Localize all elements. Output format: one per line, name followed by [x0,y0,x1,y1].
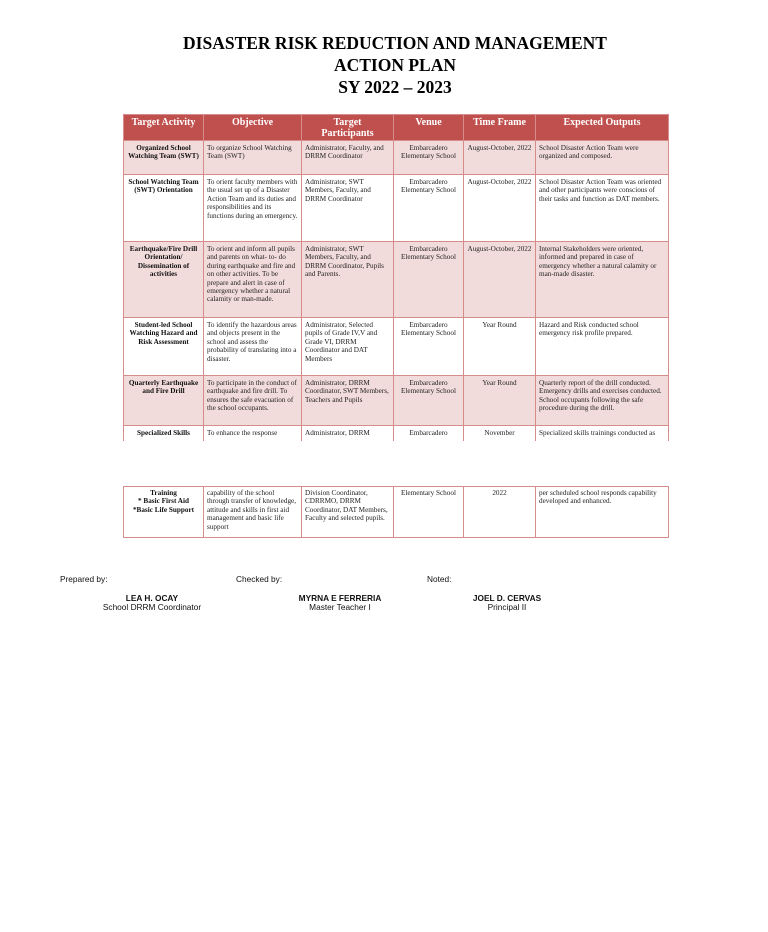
cell-venue: Embarcadero Elementary School [394,141,464,175]
checked-by-name: MYRNA E FERRERIA [298,593,382,603]
noted-role: Principal II [487,602,527,612]
cell-objective: To orient faculty members with the usual set up of a Disaster Action Team and its duties and responsibilities and its functions during an emergency. [204,175,302,242]
cell-activity: Training * Basic First Aid *Basic Life Support [124,487,204,538]
header-venue: Venue [394,115,464,141]
page-break-gap [120,441,680,486]
header-time-frame: Time Frame [464,115,536,141]
prepared-by-label: Prepared by: [60,574,108,584]
cell-objective: To orient and inform all pupils and parents on what- to- do during earthquake and fire and on other activities. To be prepare and alert in case of emergency whether a natural calamity or man-made. [204,242,302,318]
cell-outputs: Internal Stakeholders were oriented, informed and prepared in case of emergency whether a natural calamity or man-made disaster. [536,242,669,318]
cell-activity: Student-led School Watching Hazard and Risk Assessment [124,318,204,376]
noted-label: Noted: [427,574,452,584]
table-row [124,487,669,538]
action-plan-table [123,114,669,466]
cell-venue: Embarcadero Elementary School [394,175,464,242]
table-row [124,175,669,242]
cell-activity: Earthquake/Fire Drill Orientation/ Dissemination of activities [124,242,204,318]
table-row [124,141,669,175]
cell-outputs: School Disaster Action Team was oriented and other participants were conscious of their tasks and function as DAT members. [536,175,669,242]
title-line-2: ACTION PLAN [333,55,457,75]
cell-timeframe: November [464,426,536,466]
table-row [124,376,669,426]
cell-participants: Division Coordinator, CDRRMO, DRRM Coordinator, DAT Members, Faculty and selected pupils. [302,487,394,538]
prepared-by-role: School DRRM Coordinator [102,602,202,612]
title-line-1: DISASTER RISK REDUCTION AND MANAGEMENT [183,33,607,53]
header-objective: Objective [204,115,302,141]
noted-name: JOEL D. CERVAS [472,593,542,603]
action-plan-table-continued [123,486,669,538]
table-row [124,242,669,318]
table-header-row [124,115,669,141]
cell-venue: Embarcadero Elementary School [394,242,464,318]
cell-participants: Administrator, Selected pupils of Grade IV,V and Grade VI, DRRM Coordinator and DAT Members [302,318,394,376]
cell-timeframe: August-October, 2022 [464,242,536,318]
cell-venue: Embarcadero Elementary School [394,318,464,376]
cell-outputs: per scheduled school responds capability developed and enhanced. [536,487,669,538]
cell-participants: Administrator, SWT Members, Faculty, and DRRM Coordinator [302,175,394,242]
cell-outputs: School Disaster Action Team were organized and composed. [536,141,669,175]
cell-outputs: Hazard and Risk conducted school emergency risk profile prepared. [536,318,669,376]
cell-timeframe: August-October, 2022 [464,175,536,242]
cell-objective: To enhance the response [204,426,302,466]
cell-timeframe: 2022 [464,487,536,538]
cell-participants: Administrator, DRRM Coordinator, SWT Members, Teachers and Pupils [302,376,394,426]
title-line-3: SY 2022 – 2023 [338,77,452,97]
cell-timeframe: Year Round [464,376,536,426]
cell-outputs: Quarterly report of the drill conducted. Emergency drills and exercises conducted. School occupants following the safe procedure during the drill. [536,376,669,426]
cell-activity: Specialized Skills [124,426,204,466]
cell-participants: Administrator, DRRM [302,426,394,466]
header-expected-outputs: Expected Outputs [536,115,669,141]
header-target-participants: Target Participants [302,115,394,141]
table-row [124,318,669,376]
cell-activity: Quarterly Earthquake and Fire Drill [124,376,204,426]
cell-objective: capability of the school through transfer of knowledge, attitude and skills in first aid management and basic life support [204,487,302,538]
cell-participants: Administrator, SWT Members, Faculty, and DRRM Coordinator, Pupils and Parents. [302,242,394,318]
checked-by-role: Master Teacher I [309,602,371,612]
cell-objective: To identify the hazardous areas and objects present in the school and assess the probability of translating into a disaster. [204,318,302,376]
cell-venue: Elementary School [394,487,464,538]
cell-objective: To participate in the conduct of earthquake and fire drill. To ensures the safe evacuation of the school occupants. [204,376,302,426]
header-target-activity: Target Activity [124,115,204,141]
checked-by-label: Checked by: [236,574,283,584]
cell-venue: Embarcadero [394,426,464,466]
cell-timeframe: August-October, 2022 [464,141,536,175]
cell-objective: To organize School Watching Team (SWT) [204,141,302,175]
cell-activity: School Watching Team (SWT) Orientation [124,175,204,242]
cell-participants: Administrator, Faculty, and DRRM Coordinator [302,141,394,175]
cell-outputs: Specialized skills trainings conducted as [536,426,669,466]
cell-activity: Organized School Watching Team (SWT) [124,141,204,175]
prepared-by-name: LEA H. OCAY [125,593,179,603]
cell-timeframe: Year Round [464,318,536,376]
cell-venue: Embarcadero Elementary School [394,376,464,426]
